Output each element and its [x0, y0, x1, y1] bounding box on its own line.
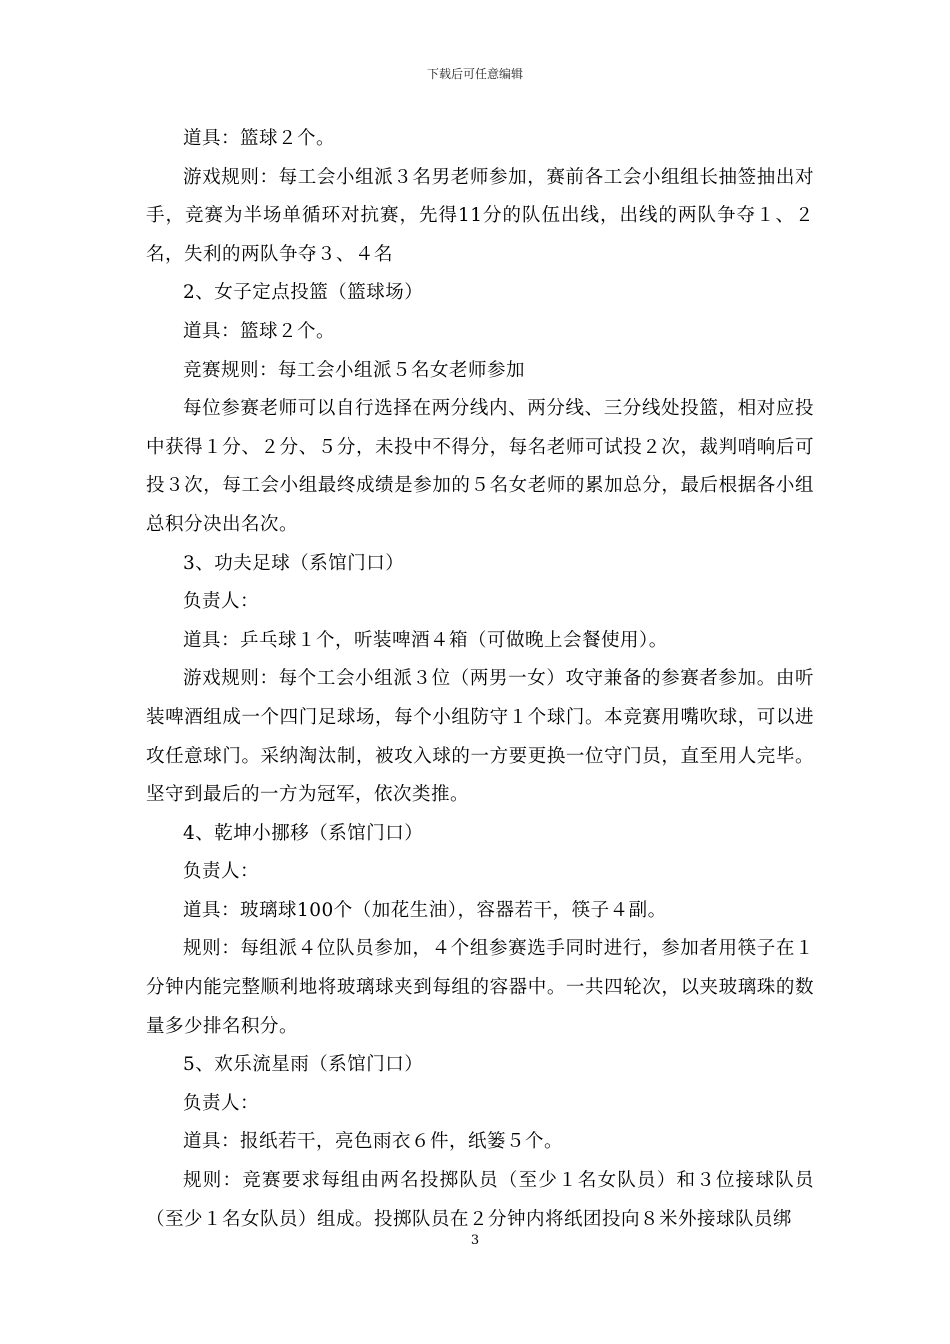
page-header: 下载后可任意编辑	[426, 67, 523, 81]
document-body	[146, 120, 814, 1239]
paragraph-props-5: 道具：报纸若干，亮色雨衣６件，纸篓５个。	[183, 1131, 564, 1153]
section-heading-4: 4、乾坤小挪移（系馆门口）	[183, 822, 424, 844]
paragraph-person-in-charge-3: 负责人：	[183, 591, 260, 613]
section-heading-2: 2、女子定点投篮（篮球场）	[183, 282, 424, 304]
paragraph-props-4: 道具：玻璃球100个（加花生油），容器若干，筷子４副。	[183, 899, 667, 921]
paragraph-rules-5: 规则：竞赛要求每组由两名投掷队员（至少１名女队员）和３位接球队员（至少１名女队员）组成。投掷队员在２分钟内将纸团投向８米外接球队员绑	[146, 1170, 814, 1230]
section-heading-3: 3、功夫足球（系馆门口）	[183, 552, 405, 574]
paragraph-person-in-charge-5: 负责人：	[183, 1092, 260, 1114]
paragraph-person-in-charge-4: 负责人：	[183, 861, 260, 883]
paragraph-props-3: 道具：乒乓球１个，听装啤酒４箱（可做晚上会餐使用）。	[183, 629, 668, 651]
paragraph-game-rules-1: 游戏规则：每工会小组派３名男老师参加，赛前各工会小组组长抽签抽出对手，竞赛为半场单循环对抗赛，先得11分的队伍出线，出线的两队争夺１、２名，失利的两队争夺３、４名	[146, 166, 814, 265]
page-number: 3	[470, 1233, 480, 1248]
section-heading-5: 5、欢乐流星雨（系馆门口）	[183, 1054, 424, 1076]
paragraph-props-2: 道具：篮球２个。	[183, 320, 336, 342]
paragraph-details-2: 每位参赛老师可以自行选择在两分线内、两分线、三分线处投篮，相对应投中获得１分、２分、５分，未投中不得分，每名老师可试投２次，裁判哨响后可投３次，每工会小组最终成绩是参加的５名女老师的累加总分，最后根据各小组总积分决出名次。	[146, 398, 814, 535]
paragraph-props-1: 道具：篮球２个。	[183, 128, 336, 149]
paragraph-competition-rules-2: 竞赛规则：每工会小组派５名女老师参加	[183, 359, 526, 381]
paragraph-game-rules-3: 游戏规则：每个工会小组派３位（两男一女）攻守兼备的参赛者参加。由听装啤酒组成一个四门足球场，每个小组防守１个球门。本竞赛用嘴吹球，可以进攻任意球门。采纳淘汰制，被攻入球的一方要更换一位守门员，直至用人完毕。坚守到最后的一方为冠军，依次类推。	[146, 668, 814, 806]
paragraph-rules-4: 规则：每组派４位队员参加，４个组参赛选手同时进行，参加者用筷子在１分钟内能完整顺利地将玻璃球夹到每组的容器中。一共四轮次，以夹玻璃珠的数量多少排名积分。	[146, 938, 814, 1037]
